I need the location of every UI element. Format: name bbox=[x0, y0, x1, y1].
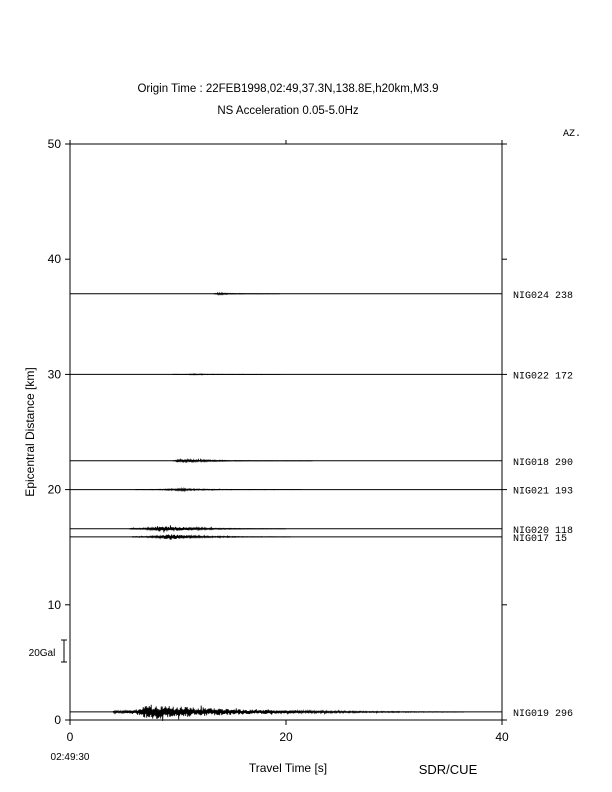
chart-title: Origin Time : 22FEB1998,02:49,37.3N,138.8E,h20km,M3.9 bbox=[137, 83, 439, 95]
chart-subtitle: NS Acceleration 0.05-5.0Hz bbox=[217, 105, 359, 117]
axis-ticks bbox=[48, 137, 509, 744]
trace-nig020 bbox=[129, 525, 286, 532]
y-tick-label: 30 bbox=[47, 367, 61, 382]
trace-nig022 bbox=[173, 374, 281, 375]
x-tick-label: 20 bbox=[279, 730, 293, 744]
station-label-nig021: NIG021 193 bbox=[513, 486, 574, 498]
y-tick-label: 20 bbox=[47, 482, 61, 497]
y-axis-label: Epicentral Distance [km] bbox=[23, 367, 37, 497]
station-label-nig019: NIG019 296 bbox=[513, 708, 574, 720]
y-tick-label: 10 bbox=[47, 597, 61, 612]
footer-credit: SDR/CUE bbox=[418, 762, 478, 777]
station-labels bbox=[513, 291, 573, 720]
plot-frame bbox=[70, 144, 502, 720]
trace-nig017 bbox=[133, 534, 292, 539]
station-label-nig017: NIG017 15 bbox=[513, 533, 568, 545]
trace-nig021 bbox=[135, 489, 302, 491]
x-tick-label: 0 bbox=[66, 730, 74, 744]
amplitude-scale-bar bbox=[61, 640, 67, 662]
azimuth-header: AZ. bbox=[562, 129, 582, 140]
station-label-nig024: NIG024 238 bbox=[513, 290, 574, 302]
station-label-nig018: NIG018 290 bbox=[513, 457, 574, 469]
y-tick-label: 50 bbox=[47, 137, 61, 151]
start-time-label: 02:49:30 bbox=[50, 752, 90, 763]
x-axis-label: Travel Time [s] bbox=[248, 761, 328, 775]
station-label-nig022: NIG022 172 bbox=[513, 371, 574, 383]
y-tick-label: 0 bbox=[54, 713, 61, 727]
trace-nig019 bbox=[113, 705, 464, 721]
scale-bar-label: 20Gal bbox=[28, 648, 56, 659]
seismic-traces bbox=[70, 293, 502, 721]
x-tick-label: 40 bbox=[495, 730, 509, 744]
trace-nig024 bbox=[214, 293, 281, 295]
y-tick-label: 40 bbox=[47, 252, 61, 267]
trace-nig018 bbox=[173, 459, 313, 462]
station-label-nig020: NIG020 118 bbox=[513, 525, 574, 537]
